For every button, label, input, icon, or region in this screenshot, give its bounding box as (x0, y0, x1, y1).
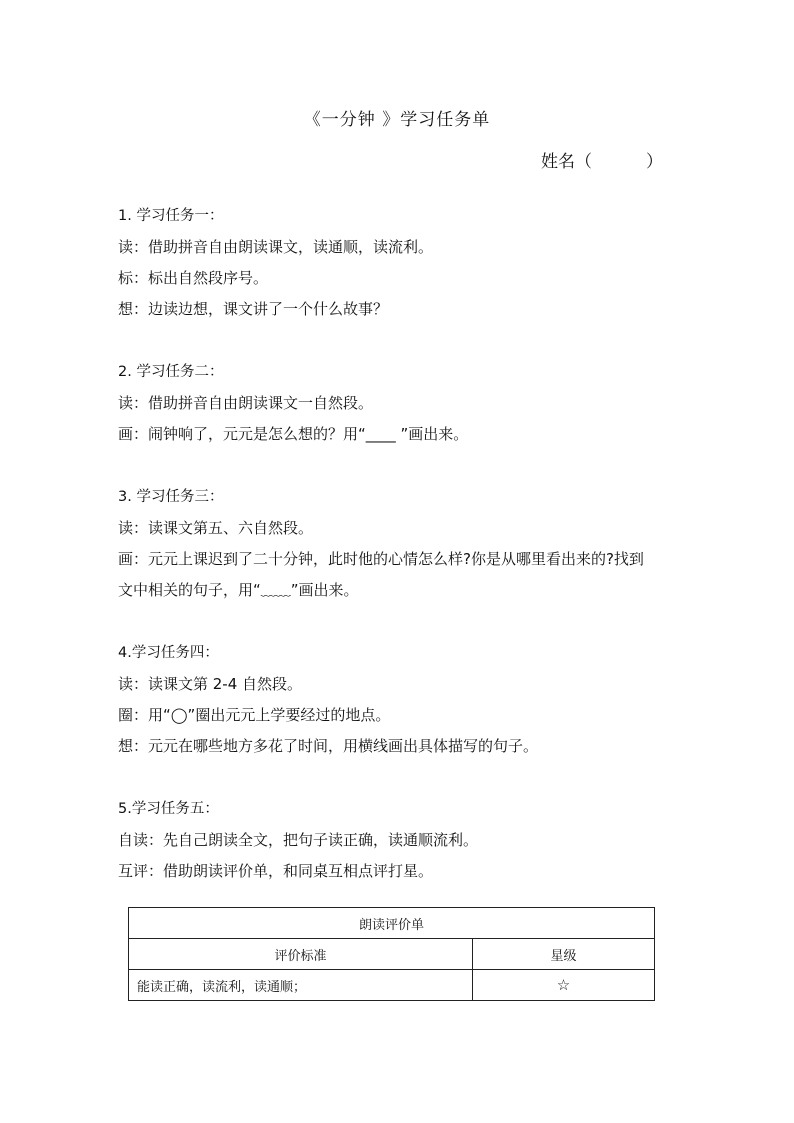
task2-read: 读：借助拼音自由朗读课文一自然段。 (118, 394, 374, 412)
task1-think: 想：边读边想，课文讲了一个什么故事？ (118, 300, 389, 318)
task1-heading: 1. 学习任务一： (118, 208, 224, 224)
task3-draw-line2: 文中相关的句子，用“﹏﹏”画出来。 (118, 581, 359, 599)
evaluation-table-caption: 朗读评价单 (129, 908, 655, 939)
task4-circle: 圈：用“◯”圈出元元上学要经过的地点。 (118, 706, 391, 724)
task4-heading: 4.学习任务四： (118, 645, 219, 661)
task2-heading: 2. 学习任务二： (118, 364, 224, 380)
reading-evaluation-table (128, 907, 655, 1001)
task4-think: 想：元元在哪些地方多花了时间，用横线画出具体描写的句子。 (118, 737, 539, 755)
task1-mark: 标：标出自然段序号。 (118, 269, 269, 287)
table-row (129, 970, 655, 1001)
task4-read: 读：读课文第 2-4 自然段。 (118, 675, 303, 693)
task1-read: 读：借助拼音自由朗读课文，读通顺，读流利。 (118, 238, 434, 256)
task2-draw: 画：闹钟响了，元元是怎么想的？用“____ ”画出来。 (118, 425, 469, 443)
name-field-label: 姓名（ ） (541, 152, 664, 172)
task3-draw-line1: 画：元元上课迟到了二十分钟，此时他的心情怎么样?你是从哪里看出来的?找到 (118, 550, 644, 568)
criterion-cell: 能读正确，读流利，读通顺； (129, 970, 473, 1001)
task3-read: 读：读课文第五、六自然段。 (118, 519, 314, 537)
task5-self-read: 自读：先自己朗读全文，把句子读正确，读通顺流利。 (118, 831, 479, 849)
criteria-column-header: 评价标准 (129, 939, 473, 970)
task5-heading: 5.学习任务五： (118, 801, 219, 817)
page-title: 《一分钟 》学习任务单 (303, 110, 491, 130)
task3-heading: 3. 学习任务三： (118, 489, 224, 505)
task5-peer-review: 互评：借助朗读评价单，和同桌互相点评打星。 (118, 862, 434, 880)
star-rating-icon[interactable]: ☆ (473, 970, 655, 1001)
stars-column-header: 星级 (473, 939, 655, 970)
